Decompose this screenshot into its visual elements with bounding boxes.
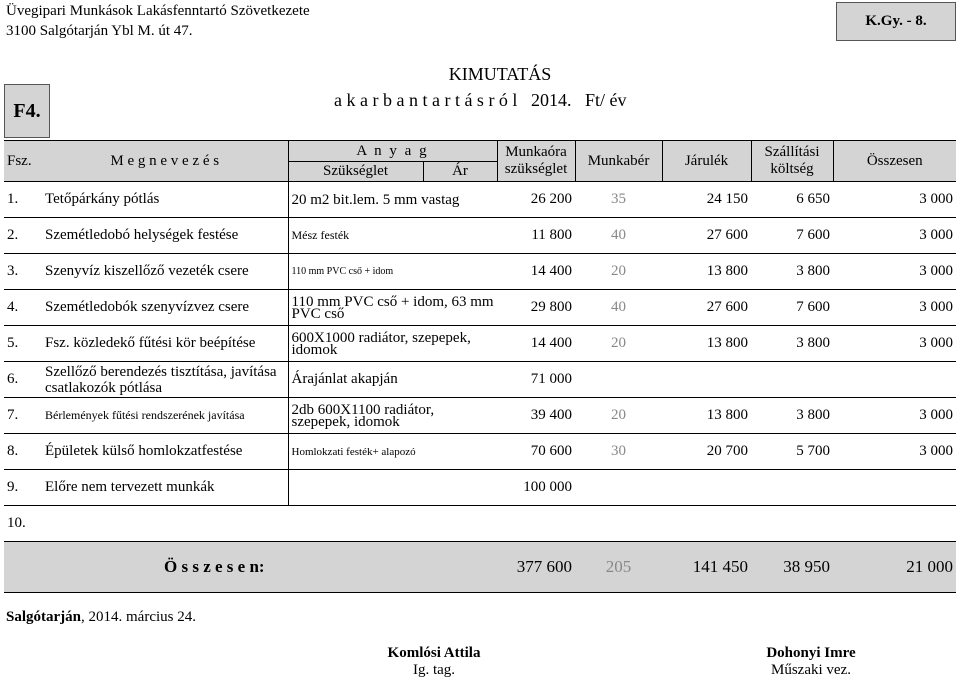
row-contribution: 3 800 <box>751 326 833 362</box>
row-no: 8. <box>4 434 42 470</box>
totals-hours: 205 <box>575 542 662 593</box>
row-hours: 35 <box>611 191 627 207</box>
signer1-role: Ig. tag. <box>412 662 456 678</box>
col-need-header: Szükséglet <box>288 162 423 182</box>
col-material-header <box>288 141 497 162</box>
maintenance-table <box>4 140 956 593</box>
row-hours <box>575 470 662 506</box>
row-transport <box>833 362 956 398</box>
row-no: 1. <box>7 191 19 207</box>
table-row <box>4 182 956 218</box>
row-material: Mész festék <box>288 218 497 254</box>
row-wage <box>662 470 751 506</box>
row-name: Szenyvíz kiszellőző vezeték csere <box>42 254 288 290</box>
row-no: 2. <box>4 218 42 254</box>
table-row <box>4 326 956 362</box>
row-price: 26 200 <box>530 191 573 207</box>
totals-wage: 141 450 <box>662 542 751 593</box>
table-row <box>4 434 956 470</box>
row-name: Tetőpárkány pótlás <box>45 191 160 207</box>
row-price: 11 800 <box>497 218 575 254</box>
subtitle-text: a k a r b a n t a r t á s r ó l <box>334 90 518 110</box>
row-transport: 3 000 <box>833 254 956 290</box>
row-transport: 3 000 <box>833 218 956 254</box>
row-no: 6. <box>4 362 42 398</box>
row-name: Épületek külső homlokzatfestése <box>42 434 288 470</box>
row-price: 70 600 <box>497 434 575 470</box>
row-name: Bérlemények fűtési rendszerének javítása <box>42 398 288 434</box>
row-contribution: 3 800 <box>751 254 833 290</box>
row-transport: 3 000 <box>833 290 956 326</box>
table-row <box>4 506 956 542</box>
row-wage: 27 600 <box>662 290 751 326</box>
row-name: Szemétledobók szenyvízvez csere <box>42 290 288 326</box>
transport-header-line2: költség <box>770 161 814 177</box>
page-subtitle <box>334 90 626 111</box>
totals-spacer <box>423 542 497 593</box>
row-material: 600X1000 radiátor, szepepek, idomok <box>288 326 497 362</box>
row-contribution: 3 800 <box>751 398 833 434</box>
row-wage: 13 800 <box>662 326 751 362</box>
org-name: Üvegipari Munkások Lakásfenntartó Szövetkezete <box>6 3 310 19</box>
row-price: 14 400 <box>497 326 575 362</box>
hours-header-line2: szükséglet <box>504 161 568 177</box>
row-material: 110 mm PVC cső + idom <box>288 254 497 290</box>
signer2 <box>756 645 866 679</box>
hours-header-line1: Munkaóra <box>505 144 567 160</box>
row-wage: 13 800 <box>662 398 751 434</box>
page-title: KIMUTATÁS <box>448 64 552 84</box>
row-contribution <box>751 506 833 542</box>
row-hours: 30 <box>575 434 662 470</box>
footer-place: Salgótarján <box>6 609 81 625</box>
row-price: 100 000 <box>497 470 575 506</box>
signer1-name: Komlósi Attila <box>387 645 481 661</box>
row-price: 29 800 <box>497 290 575 326</box>
material-header-label: A n y a g <box>356 142 429 159</box>
footer-date: , 2014. március 24. <box>81 609 196 625</box>
footer-date-line <box>6 609 196 626</box>
row-no: 9. <box>4 470 42 506</box>
col-transport-header <box>751 141 833 182</box>
row-name: Szemétledobó helységek festése <box>42 218 288 254</box>
signer1 <box>384 645 484 679</box>
subtitle-year: 2014. <box>530 90 572 110</box>
row-transport <box>833 506 956 542</box>
row-no: 7. <box>4 398 42 434</box>
table-row <box>4 470 956 506</box>
row-hours: 20 <box>575 398 662 434</box>
row-material: 20 m2 bit.lem. 5 mm vastag <box>288 182 497 218</box>
table-row <box>4 254 956 290</box>
totals-label: Ö s s z e s e n: <box>4 542 423 593</box>
transport-header-line1: Szállítási <box>764 144 820 160</box>
col-no-header: Fsz. <box>4 141 42 182</box>
row-wage: 20 700 <box>662 434 751 470</box>
form-id: F4. <box>4 84 50 138</box>
subtitle-unit: Ft/ év <box>584 90 627 110</box>
table-header-row <box>4 141 956 162</box>
row-hours <box>575 362 662 398</box>
row-transport: 3 000 <box>919 191 954 207</box>
row-contribution <box>751 362 833 398</box>
col-total-header: Összesen <box>833 141 956 182</box>
row-hours <box>575 506 662 542</box>
document-code: K.Gy. - 8. <box>836 2 956 41</box>
row-wage <box>662 506 751 542</box>
row-no: 4. <box>4 290 42 326</box>
signer2-role: Műszaki vez. <box>771 662 851 678</box>
table-row <box>4 362 956 398</box>
row-contribution: 5 700 <box>751 434 833 470</box>
col-name-header: M e g n e v e z é s <box>42 141 288 182</box>
row-price: 39 400 <box>497 398 575 434</box>
totals-price: 377 600 <box>497 542 575 593</box>
row-transport: 3 000 <box>833 398 956 434</box>
totals-transport: 21 000 <box>833 542 956 593</box>
row-hours: 20 <box>575 326 662 362</box>
col-price-header: Ár <box>423 162 497 182</box>
row-name: Szellőző berendezés tisztítása, javítása csatlakozók pótlása <box>42 362 288 398</box>
table-row <box>4 218 956 254</box>
row-transport: 3 000 <box>833 434 956 470</box>
col-wage-header: Munkabér <box>575 141 662 182</box>
row-name: Előre nem tervezett munkák <box>42 470 288 506</box>
row-material: 110 mm PVC cső + idom, 63 mm PVC cső <box>288 290 497 326</box>
row-contribution: 7 600 <box>751 218 833 254</box>
row-price <box>497 506 575 542</box>
row-contribution: 7 600 <box>751 290 833 326</box>
row-price: 14 400 <box>497 254 575 290</box>
row-hours: 40 <box>575 290 662 326</box>
row-material: 2db 600X1100 radiátor, szepepek, idomok <box>288 398 497 434</box>
row-transport: 3 000 <box>833 326 956 362</box>
row-wage <box>662 362 751 398</box>
row-price: 71 000 <box>497 362 575 398</box>
row-material <box>288 506 497 542</box>
row-hours: 20 <box>575 254 662 290</box>
row-name <box>42 506 288 542</box>
totals-row <box>4 542 956 593</box>
col-hours-header <box>497 141 575 182</box>
row-contribution <box>751 470 833 506</box>
org-address: 3100 Salgótarján Ybl M. út 47. <box>6 23 193 39</box>
row-contribution: 6 650 <box>796 191 831 207</box>
signer2-name: Dohonyi Imre <box>766 645 856 661</box>
row-name: Fsz. közledekő fűtési kör beépítése <box>42 326 288 362</box>
row-wage: 27 600 <box>662 218 751 254</box>
col-contribution-header: Járulék <box>662 141 751 182</box>
row-material <box>288 470 497 506</box>
row-no: 3. <box>4 254 42 290</box>
row-wage: 24 150 <box>706 191 749 207</box>
row-transport <box>833 470 956 506</box>
row-hours: 40 <box>575 218 662 254</box>
row-no: 5. <box>4 326 42 362</box>
totals-contribution: 38 950 <box>751 542 833 593</box>
row-no: 10. <box>4 506 42 542</box>
table-row <box>4 398 956 434</box>
row-wage: 13 800 <box>662 254 751 290</box>
row-material: Árajánlat akapján <box>288 362 497 398</box>
table-row <box>4 290 956 326</box>
row-material: Homlokzati festék+ alapozó <box>288 434 497 470</box>
